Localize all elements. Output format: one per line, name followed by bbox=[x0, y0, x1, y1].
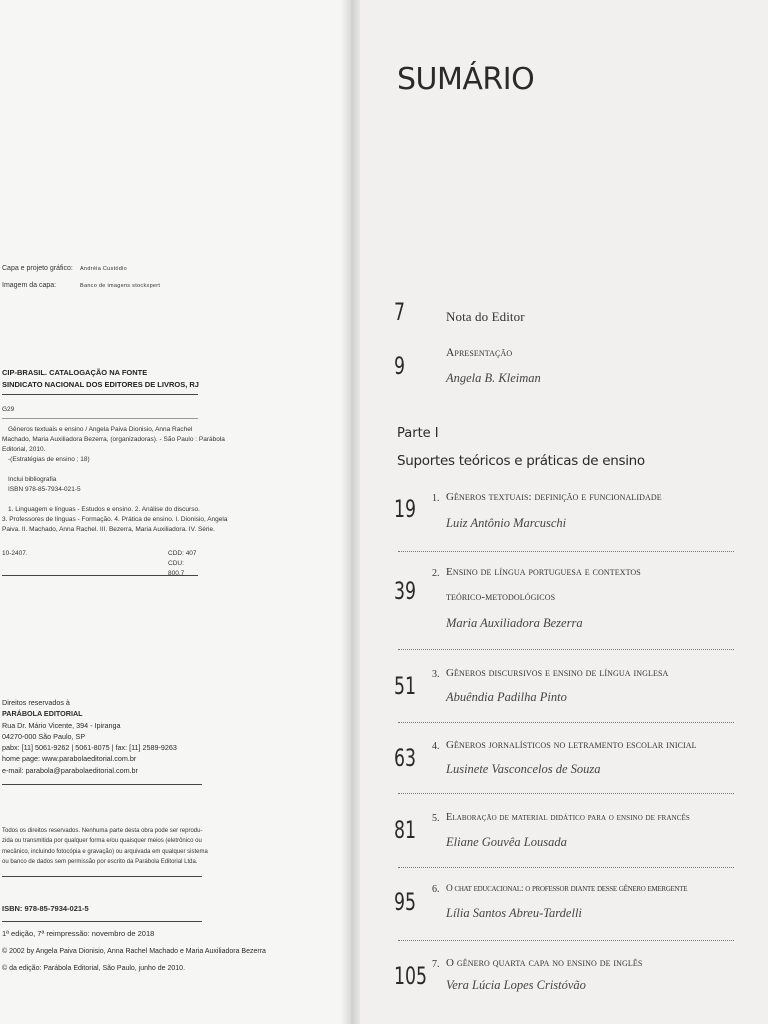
address-line: Rua Dr. Mário Vicente, 394 - Ipiranga bbox=[2, 720, 121, 730]
entry-separator bbox=[398, 649, 734, 650]
cip-line: Machado, Maria Auxiliadora Bezerra, (organizadoras). - São Paulo : Parábola bbox=[2, 436, 225, 443]
toc-entry bbox=[394, 346, 734, 396]
address-line: pabx: [11] 5061-9262 | 5061-8075 | fax: [11] 2589-9263 bbox=[2, 743, 177, 753]
entry-separator bbox=[398, 722, 734, 723]
credit-cover-image bbox=[2, 281, 160, 291]
page-number: 95 bbox=[394, 888, 416, 916]
page-number: 63 bbox=[394, 744, 416, 772]
part-label: Parte I bbox=[397, 426, 439, 441]
page-number: 39 bbox=[394, 577, 416, 605]
rights-intro: Direitos reservados à bbox=[2, 698, 70, 707]
cip-title: CIP-BRASIL. CATALOGAÇÃO NA FONTE bbox=[2, 368, 148, 377]
classification bbox=[2, 549, 198, 577]
edition-block bbox=[2, 903, 266, 978]
chapter-index: 3. bbox=[432, 669, 440, 680]
entry-author: Lusinete Vasconcelos de Souza bbox=[446, 762, 601, 776]
page-number: 19 bbox=[394, 495, 416, 523]
entry-title: O gênero quarta capa no ensino de inglês bbox=[446, 957, 643, 969]
notice-line: Todos os direitos reservados. Nenhuma parte desta obra pode ser reprodu- bbox=[2, 828, 203, 834]
divider bbox=[2, 784, 202, 785]
entry-title: Apresentação bbox=[446, 347, 513, 359]
cip-line: 3. Professores de línguas - Formação. 4. Prática de ensino. I. Dionisio, Angela bbox=[2, 516, 228, 523]
credit-label: Capa e projeto gráfico: bbox=[2, 265, 73, 272]
cip-line: -(Estratégias de ensino ; 18) bbox=[8, 456, 90, 463]
cip-number: 10-2407. bbox=[2, 550, 28, 557]
entry-author: Maria Auxiliadora Bezerra bbox=[446, 616, 583, 630]
entry-title-continued: teórico-metodológicos bbox=[446, 591, 556, 603]
publisher-block bbox=[2, 697, 202, 785]
entry-title: Nota do Editor bbox=[446, 309, 525, 324]
page-number: 9 bbox=[394, 352, 406, 380]
credit-value: Banco de imagens stockxpert bbox=[80, 283, 161, 289]
colophon-page bbox=[0, 0, 350, 1024]
entry-author: Abuêndia Padilha Pinto bbox=[446, 690, 567, 704]
entry-title: Elaboração de material didático para o ensino de francês bbox=[446, 812, 690, 823]
divider bbox=[2, 418, 198, 419]
entry-title: O chat educacional: o professor diante desse gênero emergente bbox=[446, 884, 688, 894]
notice-line: zida ou transmitida por qualquer forma e/ou quaisquer meios (eletrônico ou bbox=[2, 838, 202, 845]
chapter-index: 4. bbox=[432, 741, 440, 752]
page-number: 7 bbox=[394, 298, 406, 326]
credit-value: Andréia Custódio bbox=[80, 266, 127, 272]
divider bbox=[2, 394, 198, 395]
cip-code: G29 bbox=[2, 406, 15, 413]
cip-line: ISBN 978-85-7934-021-5 bbox=[8, 486, 81, 493]
notice-line: mecânico, incluindo fotocópia e gravação) ou arquivada em qualquer sistema bbox=[2, 848, 208, 855]
entry-author: Vera Lúcia Lopes Cristóvão bbox=[446, 978, 586, 992]
part-title: Suportes teóricos e práticas de ensino bbox=[397, 453, 645, 469]
chapter-index: 7. bbox=[432, 959, 440, 970]
address-line: 04270-000 São Paulo, SP bbox=[2, 731, 86, 741]
entry-title: Gêneros textuais: definição e funcionalidade bbox=[446, 491, 662, 503]
toc-entry bbox=[394, 298, 734, 338]
entry-separator bbox=[398, 940, 734, 941]
entry-title: Ensino de língua portuguesa e contextos bbox=[446, 566, 641, 578]
cdd-code: CDD: 407 bbox=[168, 550, 197, 557]
address-line: e-mail: parabola@parabolaeditorial.com.br bbox=[2, 765, 138, 775]
entry-separator bbox=[398, 867, 734, 868]
entry-author: Luiz Antônio Marcuschi bbox=[446, 516, 567, 530]
page-number: 105 bbox=[394, 962, 427, 990]
cip-line: Gêneros textuais e ensino / Angela Paiva Dionisio, Anna Rachel bbox=[8, 426, 193, 433]
cip-line bbox=[2, 495, 198, 505]
copyright-line: © 2002 by Angela Paiva Dionisio, Anna Rachel Machado e Maria Auxiliadora Bezerra bbox=[2, 947, 266, 955]
page-number: 81 bbox=[394, 816, 416, 844]
chapter-index: 6. bbox=[432, 884, 440, 895]
entry-title: Gêneros jornalísticos no letramento escolar inicial bbox=[446, 739, 697, 751]
chapter-index: 1. bbox=[432, 493, 440, 504]
notice-line: ou banco de dados sem permissão por escrito da Parábola Editorial Ltda. bbox=[2, 859, 198, 866]
entry-author: Eliane Gouvêa Lousada bbox=[446, 835, 567, 849]
page-title: SUMÁRIO bbox=[397, 62, 535, 97]
cip-body bbox=[2, 425, 228, 535]
edition-info: 1ª edição, 7ª reimpressão: novembro de 2018 bbox=[2, 929, 155, 938]
chapter-index: 5. bbox=[432, 813, 440, 824]
isbn: ISBN: 978-85-7934-021-5 bbox=[2, 904, 89, 913]
entry-title: Gêneros discursivos e ensino de língua inglesa bbox=[446, 667, 669, 679]
cip-line: Paiva. II. Machado, Anna Rachel. III. Bezerra, Maria Auxiliadora. IV. Série. bbox=[2, 526, 215, 533]
cip-subtitle: SINDICATO NACIONAL DOS EDITORES DE LIVROS, RJ bbox=[2, 380, 199, 389]
chapter-index: 2. bbox=[432, 568, 440, 579]
page-number: 51 bbox=[394, 672, 416, 700]
entry-separator bbox=[398, 551, 734, 552]
credit-label: Imagem da capa: bbox=[2, 282, 57, 289]
entry-separator bbox=[398, 793, 734, 794]
cip-line bbox=[2, 465, 198, 475]
cip-line: Inclui bibliografia bbox=[8, 476, 57, 483]
cip-record bbox=[2, 367, 228, 577]
rights-notice bbox=[2, 826, 208, 877]
publisher-name: PARÁBOLA EDITORIAL bbox=[2, 709, 83, 719]
divider bbox=[2, 921, 202, 922]
cip-line: Editorial, 2010. bbox=[2, 446, 46, 453]
book-gutter bbox=[342, 0, 360, 1024]
entry-author: Lília Santos Abreu-Tardelli bbox=[446, 906, 582, 920]
address-line: home page: www.parabolaeditorial.com.br bbox=[2, 754, 137, 764]
entry-author: Angela B. Kleiman bbox=[446, 371, 541, 385]
copyright-line: © da edição: Parábola Editorial, São Paulo, junho de 2010. bbox=[2, 965, 186, 972]
divider bbox=[2, 876, 202, 877]
credit-cover-design bbox=[2, 264, 127, 274]
cdu-code: CDU: 800.7 bbox=[168, 560, 185, 577]
cip-line: 1. Linguagem e línguas - Estudos e ensino. 2. Análise do discurso. bbox=[8, 506, 200, 513]
